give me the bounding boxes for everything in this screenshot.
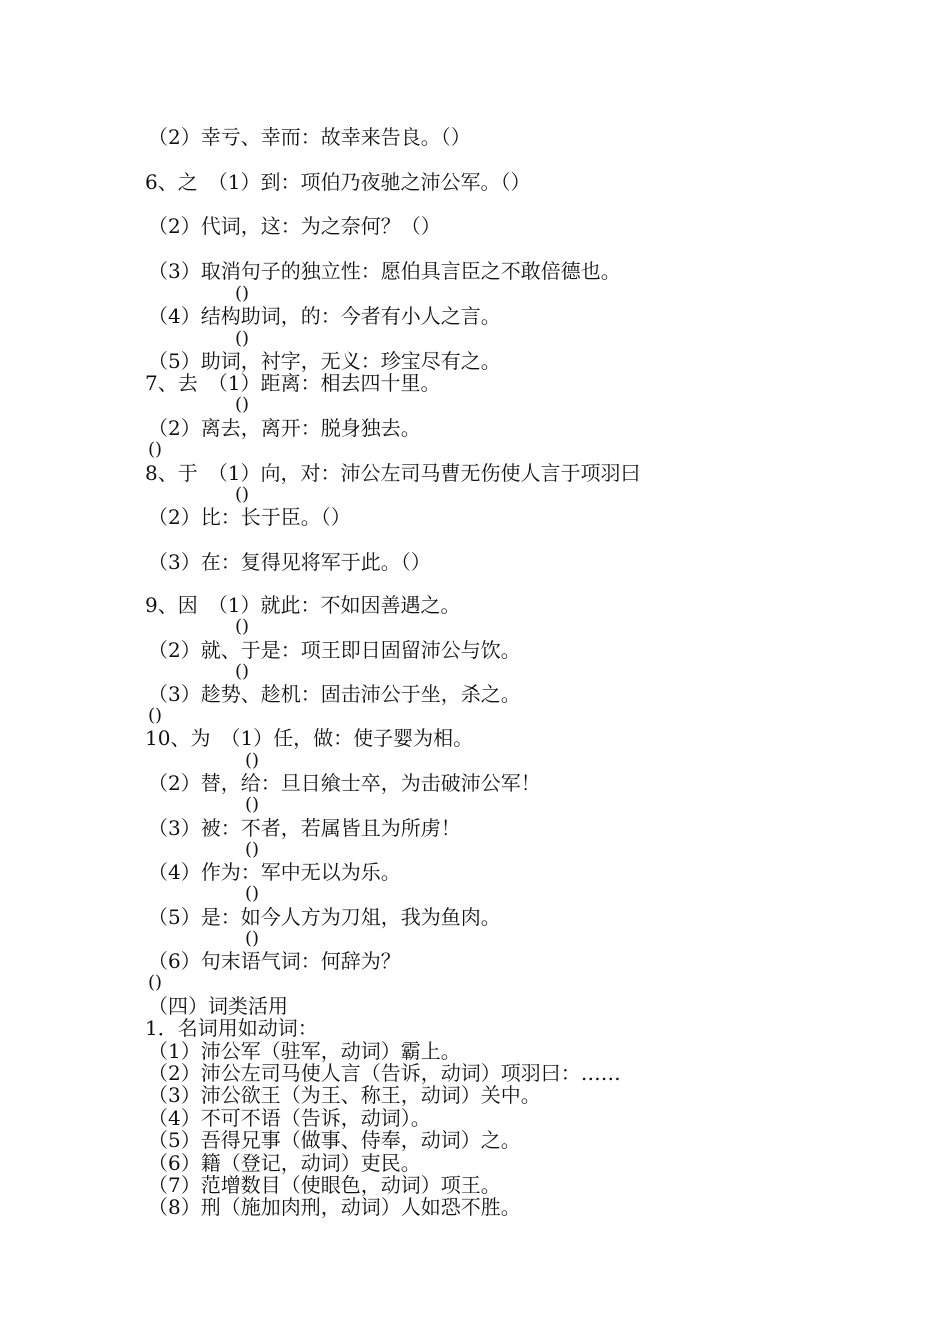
text-line: （7）范增数目（使眼色，动词）项王。 (148, 1173, 501, 1197)
text-line: () (235, 484, 250, 505)
text-line: （1）沛公军（驻军，动词）霸上。 (148, 1039, 461, 1063)
text-line: （3）取消句子的独立性：愿伯具言臣之不敢倍德也。 (148, 259, 621, 283)
text-line: 6、之 （1）到：项伯乃夜驰之沛公军。（） (145, 170, 531, 194)
text-line: 9、因 （1）就此：不如因善遇之。 (145, 593, 461, 617)
text-line: （5）是：如今人方为刀俎，我为鱼肉。 (148, 905, 501, 929)
text-line: （2）比：长于臣。（） (148, 505, 351, 529)
text-line: () (245, 750, 260, 771)
text-line: () (235, 283, 250, 304)
text-line: （6）籍（登记，动词）吏民。 (148, 1151, 421, 1175)
text-line: （4）不可不语（告诉，动词）。 (148, 1106, 431, 1130)
text-line: （6）句末语气词：何辞为？ (148, 949, 401, 973)
text-line: 7、去 （1）距离：相去四十里。 (145, 371, 441, 395)
text-line: （2）幸亏、幸而：故幸来告良。（） (148, 125, 471, 149)
text-line: () (148, 439, 163, 460)
text-line: () (245, 794, 260, 815)
text-line: 8、于 （1）向，对：沛公左司马曹无伤使人言于项羽曰 (145, 461, 641, 485)
section-heading: （四）词类活用 (148, 994, 288, 1018)
text-line: （3）沛公欲王（为王、称王，动词）关中。 (148, 1083, 541, 1107)
text-line: () (235, 328, 250, 349)
text-line: （2）就、于是：项王即日固留沛公与饮。 (148, 638, 521, 662)
subsection-heading: 1．名词用如动词： (145, 1016, 318, 1040)
text-line: () (235, 616, 250, 637)
text-line: () (245, 928, 260, 949)
text-line: () (148, 972, 163, 993)
text-line: () (235, 394, 250, 415)
text-line: （4）作为：军中无以为乐。 (148, 860, 401, 884)
text-line: （2）离去，离开：脱身独去。 (148, 416, 421, 440)
text-line: () (245, 839, 260, 860)
text-line: () (148, 705, 163, 726)
text-line: （3）趁势、趁机：固击沛公于坐，杀之。 (148, 682, 521, 706)
text-line: 10、为 （1）任，做：使子婴为相。 (145, 726, 474, 750)
text-line: （8）刑（施加肉刑，动词）人如恐不胜。 (148, 1195, 521, 1219)
text-line: （2）代词，这：为之奈何？（） (148, 214, 441, 238)
text-line: （5）助词，衬字，无义：珍宝尽有之。 (148, 349, 501, 373)
text-line: （4）结构助词，的：今者有小人之言。 (148, 304, 501, 328)
text-line: （3）被：不者，若属皆且为所虏！ (148, 816, 461, 840)
text-line: （5）吾得兄事（做事、侍奉，动词）之。 (148, 1128, 521, 1152)
text-line: () (235, 661, 250, 682)
text-line: () (245, 883, 260, 904)
text-line: （3）在：复得见将军于此。（） (148, 550, 431, 574)
text-line: （2）替，给：旦日飨士卒，为击破沛公军！ (148, 771, 541, 795)
text-line: （2）沛公左司马使人言（告诉，动词）项羽曰：…… (148, 1061, 621, 1085)
